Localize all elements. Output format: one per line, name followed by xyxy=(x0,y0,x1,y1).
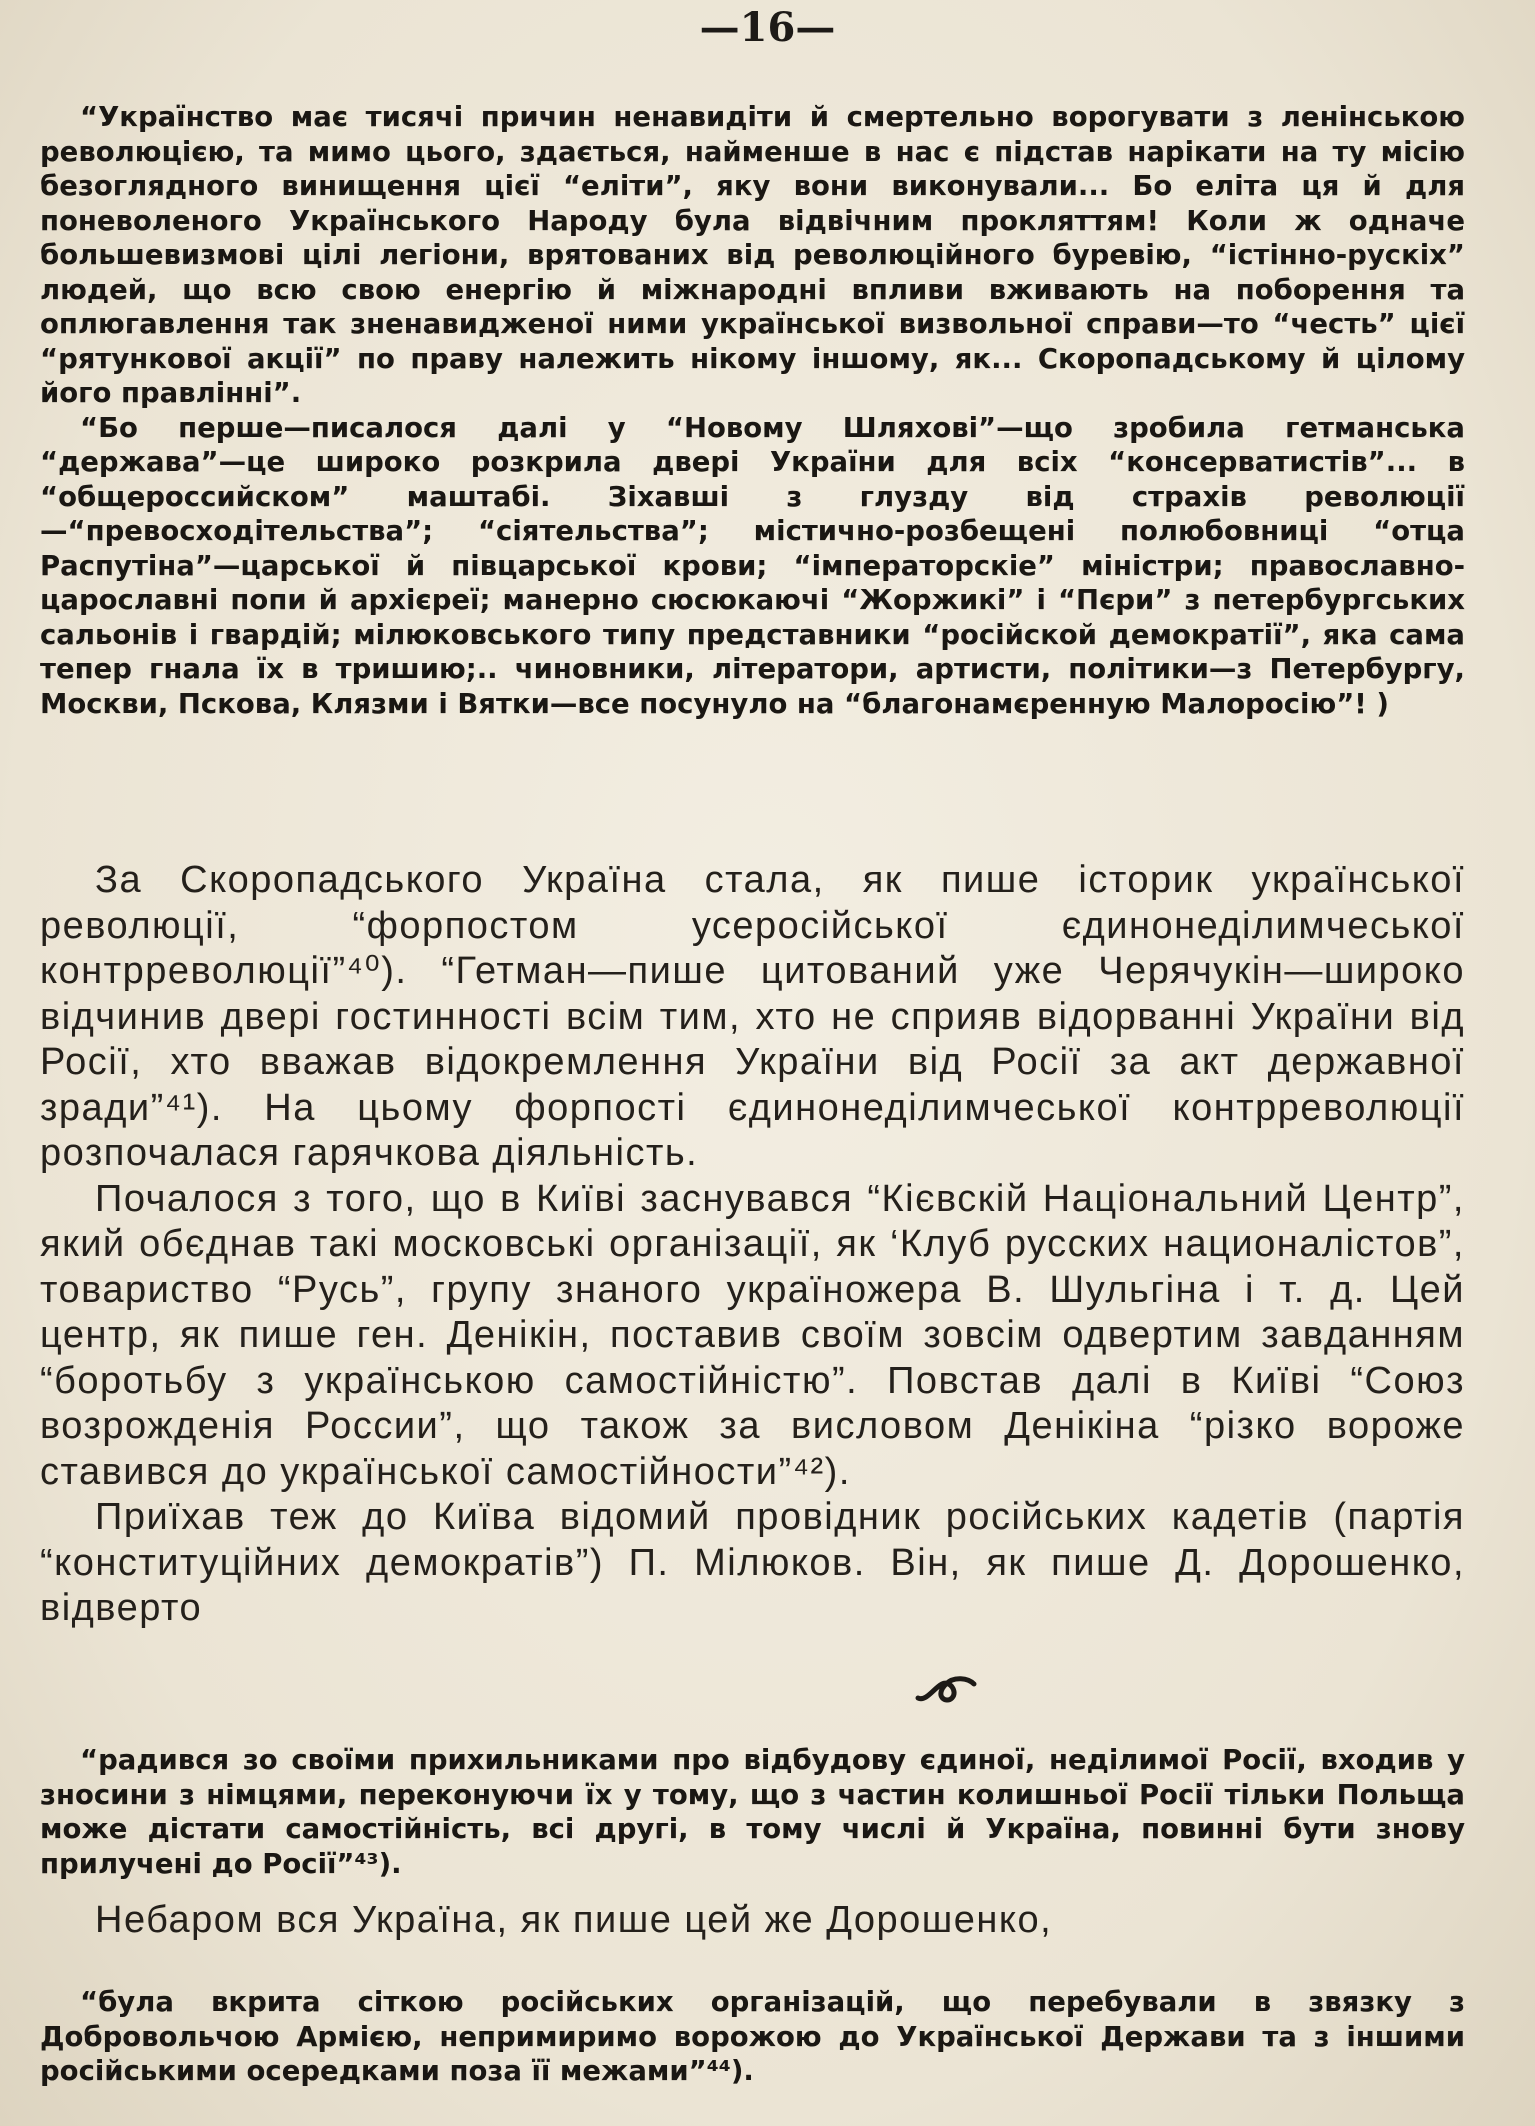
quote-paragraph: “була вкрита сіткою російських організацій, що перебували в звязку з Добровольчою Армією, непримиримо ворожою до Української Держави та з іншими російськими осередками поза її межами”⁴⁴). xyxy=(40,1986,1465,2087)
quote-block-1 xyxy=(40,100,1465,721)
body-paragraph: Небаром вся Україна, як пише цей же Дорошенко, xyxy=(95,1899,1053,1941)
quote-block-3 xyxy=(40,1985,1465,2089)
handwritten-mark-icon xyxy=(912,1662,982,1710)
quote-paragraph: “Бо перше—писалося далі у “Новому Шляхові”—що зробила гетманська “держава”—це широко розкрила двері України для всіх “консерватистів”... в “общероссийском” маштабі. Зіхавші з глузду від страхів революції—“превосходітельства”; “сіятельства”; містично-розбещені полюбовниці “отца Распутіна”—царської й півцарської крови; “імператорскіе” міністри; православно-царославні попи й архієреї; манерно сюсюкаючі “Жоржикі” і “Пєри” з петербургських сальонів і гвардій; мілюковського типу представники “російской демократії”, яка сама тепер гнала їх в тришию;.. чиновники, літератори, артисти, політики—з Петербургу, Москви, Пскова, Клязми і Вятки—все посунуло на “благонамєренную Малоросію”! ) xyxy=(40,411,1465,720)
body-text-block-2 xyxy=(40,1898,1465,1944)
quote-block-2 xyxy=(40,1743,1465,1881)
body-paragraph: За Скоропадського Україна стала, як пише історик української революції, “форпостом усеросійської єдинонеділимчеської контрреволюції”⁴⁰). “Гетман—пише цитований уже Черячукін—широко відчинив двері гостинності всім тим, хто не сприяв відорванні України від Росії, хто вважав відокремлення України від Росії за акт державної зради”⁴¹). На цьому форпості єдинонеділимчеської контрреволюції розпочалася гарячкова діяльність. xyxy=(40,859,1465,1174)
body-text-block-1 xyxy=(40,858,1465,1632)
body-paragraph: Почалося з того, що в Київі заснувався “Кієвскій Національний Центр”, який обєднав такі московські організації, як ‘Клуб русских националістов”, товариство “Русь”, групу знаного україножера В. Шульгіна і т. д. Цей центр, як пише ген. Денікін, поставив своїм зовсім одвертим завданням “боротьбу з українською самостійністю”. Повстав далі в Київі “Союз возрожденія России”, що також за висловом Денікіна “різко вороже ставився до української самостійности”⁴²). xyxy=(40,1177,1465,1493)
quote-paragraph: “радився зо своїми прихильниками про відбудову єдиної, неділимої Росії, входив у зносини з німцями, переконуючи їх у тому, що з частин колишньої Росії тільки Польща може дістати самостійність, всі другі, в тому числі й Україна, повинні бути знову прилучені до Росії”⁴³). xyxy=(40,1744,1465,1880)
body-paragraph: Приїхав теж до Київа відомий провідник російських кадетів (партія “конституційних демократів”) П. Мілюков. Він, як пише Д. Дорошенко, відверто xyxy=(40,1496,1465,1629)
page-number: —16— xyxy=(699,4,836,51)
quote-paragraph: “Українство має тисячі причин ненавидіти й смертельно ворогувати з ленінською революцією, та мимо цього, здається, найменше в нас є підстав нарікати на ту місію безоглядного винищення цієї “еліти”, яку вони виконували... Бо еліта ця й для поневоленого Українського Народу була відвічним прокляттям! Коли ж одначе большевизмові цілі легіони, врятованих від революційного буревію, “істінно-рускіх” людей, що всю свою енергію й міжнародні впливи вживають на поборення та оплюгавлення так зненавидженої ними української визвольної справи—то “честь” цієї “рятункової акції” по праву належить нікому іншому, як... Скоропадському й цілому його правлінні”. xyxy=(40,101,1465,409)
